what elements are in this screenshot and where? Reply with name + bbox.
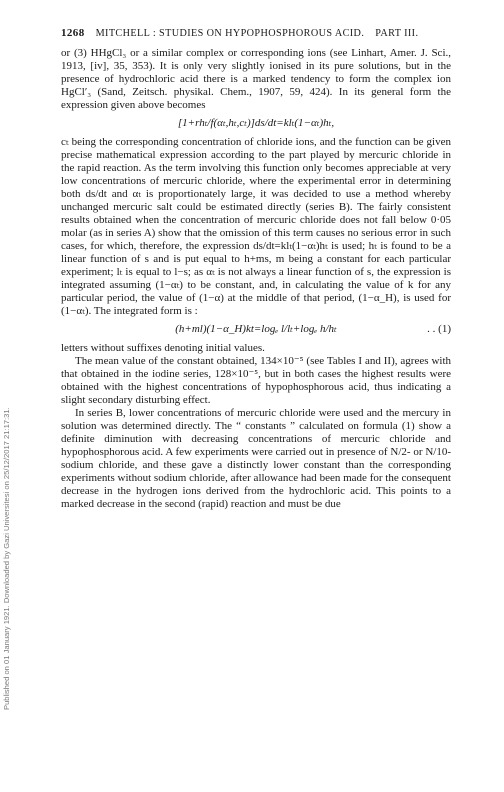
paragraph-1: or (3) HHgCl₃ or a similar complex or corresponding ions (see Linhart, Amer. J. Sci., 1913, [iv], 35, 353). It is only very slightly ionised in its pure solutions, but in the presence of hydrochloric acid there is a marked tendency to form the complex ion HgCl′₃ (Sand, Zeitsch. physikal. Chem., 1907, 59, 424). In its general form the expression given above becomes — [61, 47, 451, 111]
equation-integrated — [61, 323, 451, 336]
paragraph-4: The mean value of the constant obtained, 134×10⁻⁵ (see Tables I and II), agrees with that obtained in the iodine series, 128×10⁻⁵, but in both cases the highest results were obtained with the highest concentrations of hypophosphorous acid, thus indicating a slight secondary disturbing effect. — [61, 355, 451, 406]
paragraph-3: letters without suffixes denoting initial values. — [61, 342, 265, 354]
running-header — [61, 27, 451, 40]
part-label: PART III. — [375, 28, 419, 39]
download-notice: Published on 01 January 1921. Downloaded by Gazi Universitesi on 25/12/2017 21:17:31. — [2, 407, 11, 710]
equation-general: [1+rhₜ/f(αₜ,hₜ,cₜ)]ds/dt=klₜ(1−αₜ)hₜ, — [177, 117, 335, 129]
equation-integrated-body: (h+ml)(1−α_H)kt=logₑ l/lₜ+logₑ h/hₜ — [175, 323, 337, 335]
article-page — [61, 27, 451, 511]
page-number: 1268 — [61, 27, 85, 39]
running-title: MITCHELL : STUDIES ON HYPOPHOSPHOROUS ACID. — [95, 28, 365, 39]
equation-number: . . (1) — [427, 323, 451, 335]
paragraph-2: cₜ being the corresponding concentration of chloride ions, and the function can be given precise mathematical expression according to the part played by mercuric chloride in the rapid reaction. As the term involving this function only becomes appreciable at very low concentrations of mercuric chloride, where the experimental error in determining both ds/dt and αₜ is proportionately large, it was decided to use a method whereby unchanged mercuric salt could be estimated directly (series B). The fairly consistent results obtained when the concentration of mercuric chloride does not fall below 0·05 molar (as in series A) show that the omission of this term causes no serious error in such cases, for which, therefore, the expression ds/dt=klₜ(1−αₜ)hₜ is used; hₜ is found to be a linear function of s and is put equal to h+ms, m being a constant for each particular experiment; lₜ is equal to l−s; as αₜ is not always a linear function of s, the expression is integrated assuming (1−αₜ) to be constant, and, in calculating the value of k for any particular period, the value of (1−α) at the middle of that period, (1−α_H), is used for (1−αₜ). The integrated form is : — [61, 136, 451, 317]
paragraph-5: In series B, lower concentrations of mercuric chloride were used and the mercury in solution was determined directly. The “ constants ” calculated on formula (1) show a definite diminution with decreasing concentrations of mercuric chloride and hypophosphorous acid. A few experiments were carried out in presence of N/2- or N/10-sodium chloride, and these gave a distinctly lower constant than the corresponding experiments without sodium chloride, after allowance had been made for the consequent decrease in the hydrogen ions derived from the hydrochloric acid. This points to a marked decrease in the second (rapid) reaction and must be due — [61, 407, 451, 510]
